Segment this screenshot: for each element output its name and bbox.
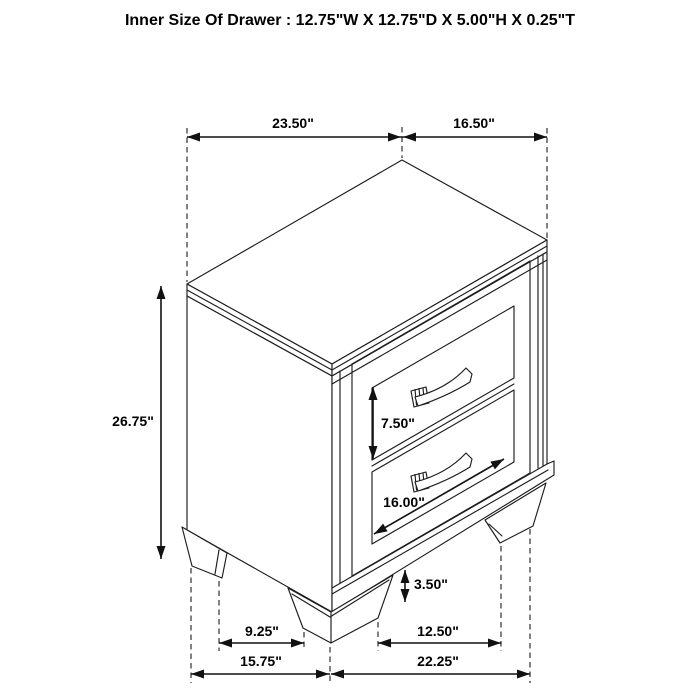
overall-height-label: 26.75" xyxy=(112,413,154,429)
base-side-depth-label: 15.75" xyxy=(240,653,282,669)
dim-base-side-depth xyxy=(191,653,330,679)
top-width-label: 23.50" xyxy=(272,115,314,131)
top-depth-label: 16.50" xyxy=(453,115,495,131)
left-legs-gap-label: 9.25" xyxy=(245,623,279,639)
dim-right-legs-gap xyxy=(378,623,501,648)
leg-height-label: 3.50" xyxy=(414,576,448,592)
dim-base-front-width xyxy=(331,653,530,679)
drawer-width-label: 16.00" xyxy=(383,494,425,510)
right-legs-gap-label: 12.50" xyxy=(417,623,459,639)
dim-left-legs-gap xyxy=(219,623,304,648)
base-front-width-label: 22.25" xyxy=(417,653,459,669)
page-title: Inner Size Of Drawer : 12.75"W X 12.75"D X 5.00"H X 0.25"T xyxy=(124,12,576,29)
dim-overall-height xyxy=(112,286,165,559)
drawer-height-label: 7.50" xyxy=(381,415,415,431)
nightstand-drawing xyxy=(182,160,554,643)
dim-leg-height xyxy=(401,570,448,602)
